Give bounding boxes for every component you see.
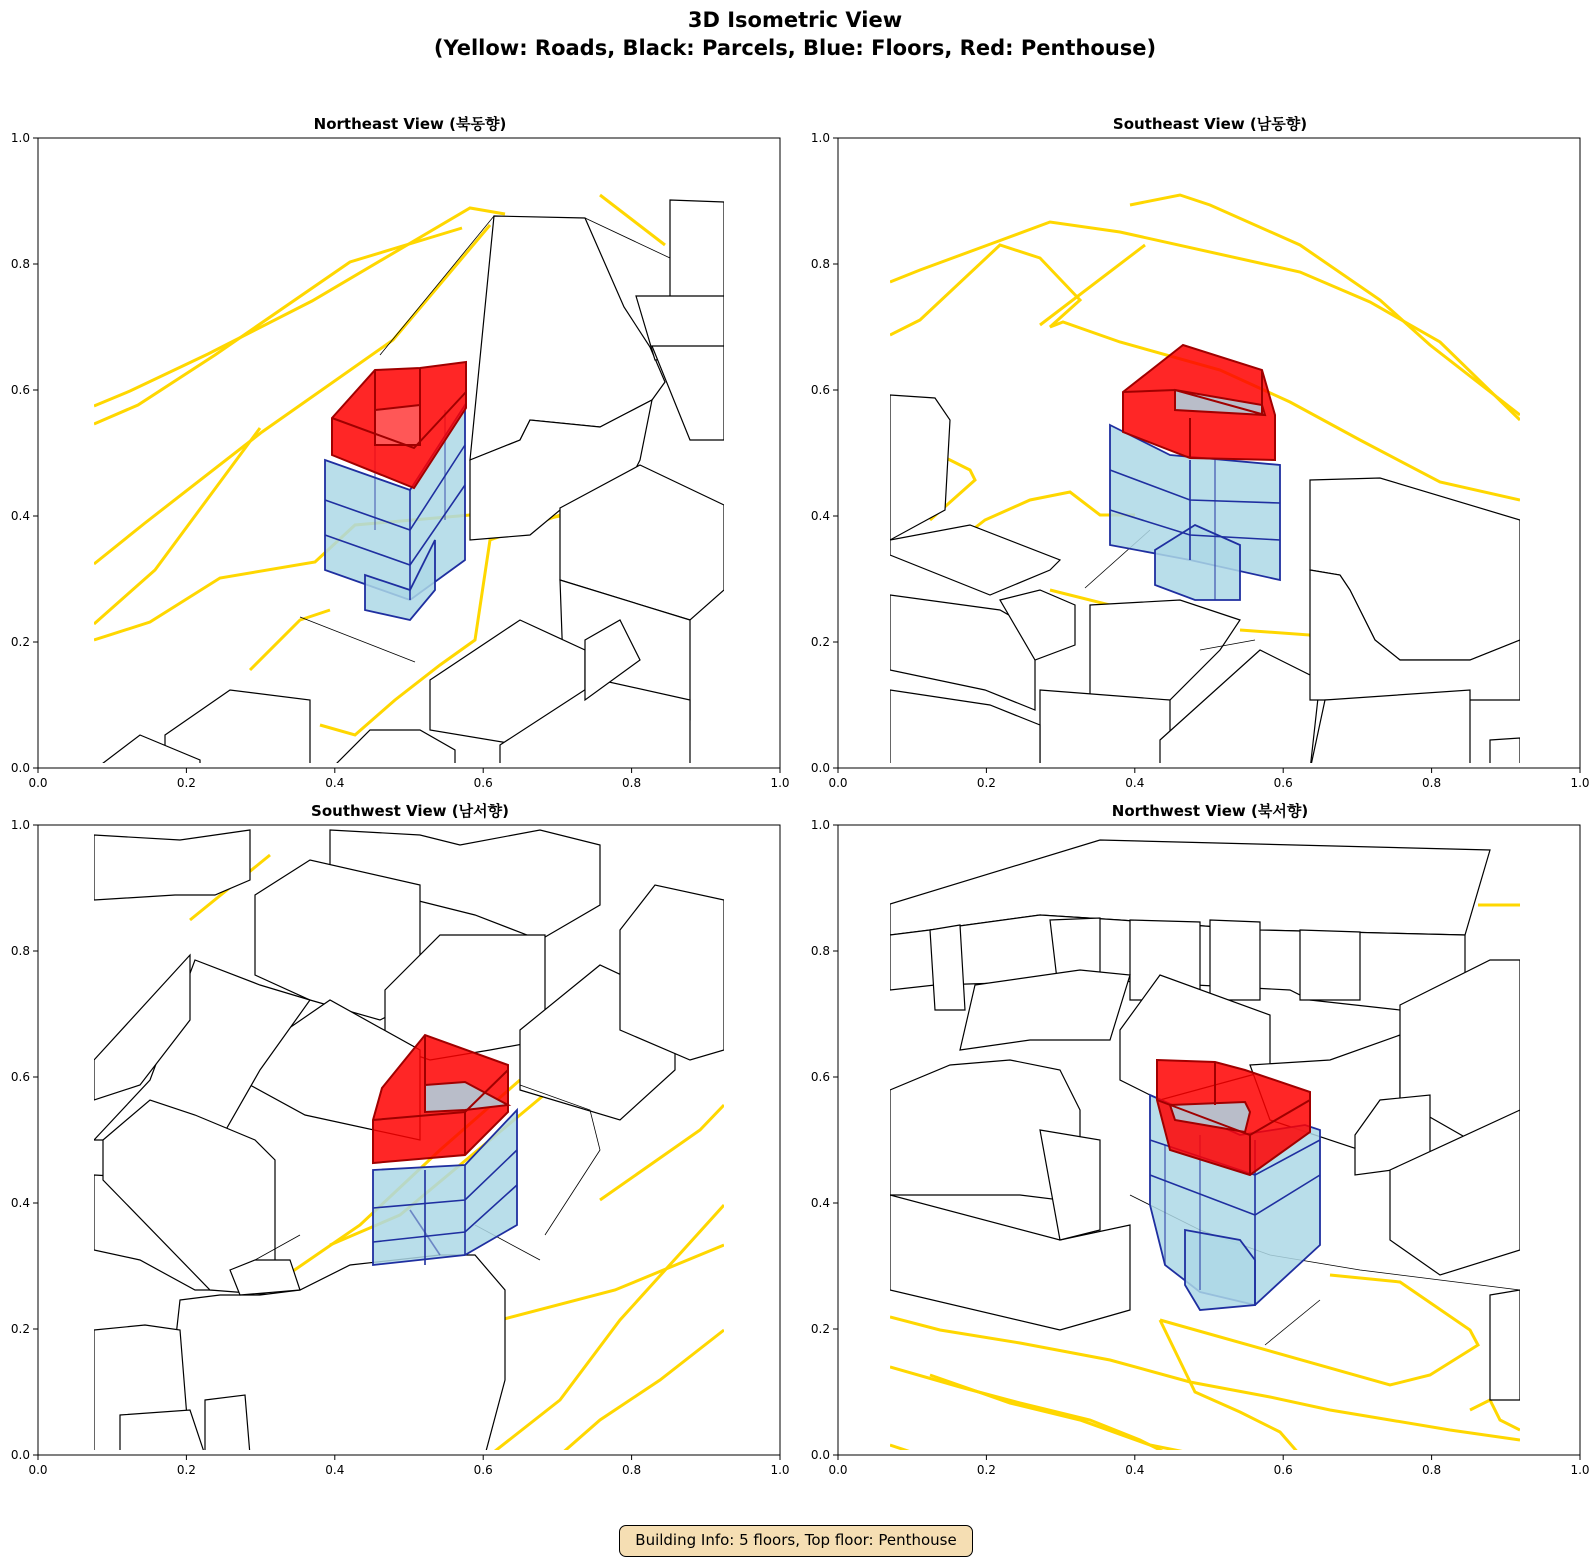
- y-tick-label: 0.2: [810, 1322, 830, 1336]
- panel-southwest: [38, 802, 780, 1455]
- panel-title-southwest: Southwest View (남서향): [311, 802, 509, 820]
- x-tick-label: 0.2: [976, 1463, 996, 1477]
- y-tick-label: 0.8: [810, 257, 830, 271]
- y-tick-label: 0.2: [810, 635, 830, 649]
- x-tick-label: 0.4: [1125, 1463, 1145, 1477]
- x-tick-label: 0.0: [828, 1463, 848, 1477]
- y-tick-label: 0.6: [10, 383, 30, 397]
- x-tick-label: 0.6: [473, 1463, 493, 1477]
- x-tick-label: 0.6: [1273, 1463, 1293, 1477]
- figure-subtitle: (Yellow: Roads, Black: Parcels, Blue: Floors, Red: Penthouse): [433, 36, 1157, 60]
- y-tick-label: 1.0: [10, 131, 30, 145]
- panel-title-southeast: Southeast View (남동향): [1112, 115, 1308, 133]
- y-tick-label: 0.0: [810, 1448, 830, 1462]
- x-tick-label: 0.8: [1422, 776, 1442, 790]
- y-tick-label: 0.8: [10, 944, 30, 958]
- building-info-box: Building Info: 5 floors, Top floor: Penthouse: [619, 1525, 973, 1557]
- y-tick-label: 0.8: [810, 944, 830, 958]
- x-tick-label: 1.0: [1570, 776, 1590, 790]
- x-tick-label: 1.0: [770, 1463, 790, 1477]
- y-tick-label: 1.0: [810, 818, 830, 832]
- x-tick-label: 0.8: [1422, 1463, 1442, 1477]
- figure-title: 3D Isometric View: [687, 8, 903, 32]
- y-tick-label: 0.0: [810, 761, 830, 775]
- panel-title-northwest: Northwest View (북서향): [1111, 802, 1309, 820]
- x-tick-label: 1.0: [1570, 1463, 1590, 1477]
- x-tick-label: 1.0: [770, 776, 790, 790]
- y-tick-label: 0.6: [810, 1070, 830, 1084]
- y-tick-label: 0.2: [10, 635, 30, 649]
- x-tick-label: 0.4: [1125, 776, 1145, 790]
- y-tick-label: 1.0: [810, 131, 830, 145]
- x-tick-label: 0.8: [622, 776, 642, 790]
- panel-northeast: [38, 115, 780, 770]
- x-tick-label: 0.2: [976, 776, 996, 790]
- x-tick-label: 0.6: [1273, 776, 1293, 790]
- y-tick-label: 0.6: [10, 1070, 30, 1084]
- panel-southeast: [838, 115, 1580, 770]
- y-tick-label: 1.0: [10, 818, 30, 832]
- x-tick-label: 0.4: [325, 776, 345, 790]
- y-tick-label: 0.2: [10, 1322, 30, 1336]
- panel-title-northeast: Northeast View (북동향): [313, 115, 507, 133]
- y-tick-label: 0.8: [10, 257, 30, 271]
- y-tick-label: 0.4: [10, 509, 30, 523]
- y-tick-label: 0.4: [810, 509, 830, 523]
- x-tick-label: 0.8: [622, 1463, 642, 1477]
- x-tick-label: 0.0: [828, 776, 848, 790]
- y-tick-label: 0.4: [10, 1196, 30, 1210]
- y-tick-label: 0.0: [10, 761, 30, 775]
- panel-northwest: [838, 802, 1580, 1455]
- x-tick-label: 0.2: [176, 776, 196, 790]
- x-tick-label: 0.2: [176, 1463, 196, 1477]
- x-tick-label: 0.0: [28, 1463, 48, 1477]
- y-tick-label: 0.6: [810, 383, 830, 397]
- y-tick-label: 0.0: [10, 1448, 30, 1462]
- x-tick-label: 0.4: [325, 1463, 345, 1477]
- x-tick-label: 0.6: [473, 776, 493, 790]
- x-tick-label: 0.0: [28, 776, 48, 790]
- y-tick-label: 0.4: [810, 1196, 830, 1210]
